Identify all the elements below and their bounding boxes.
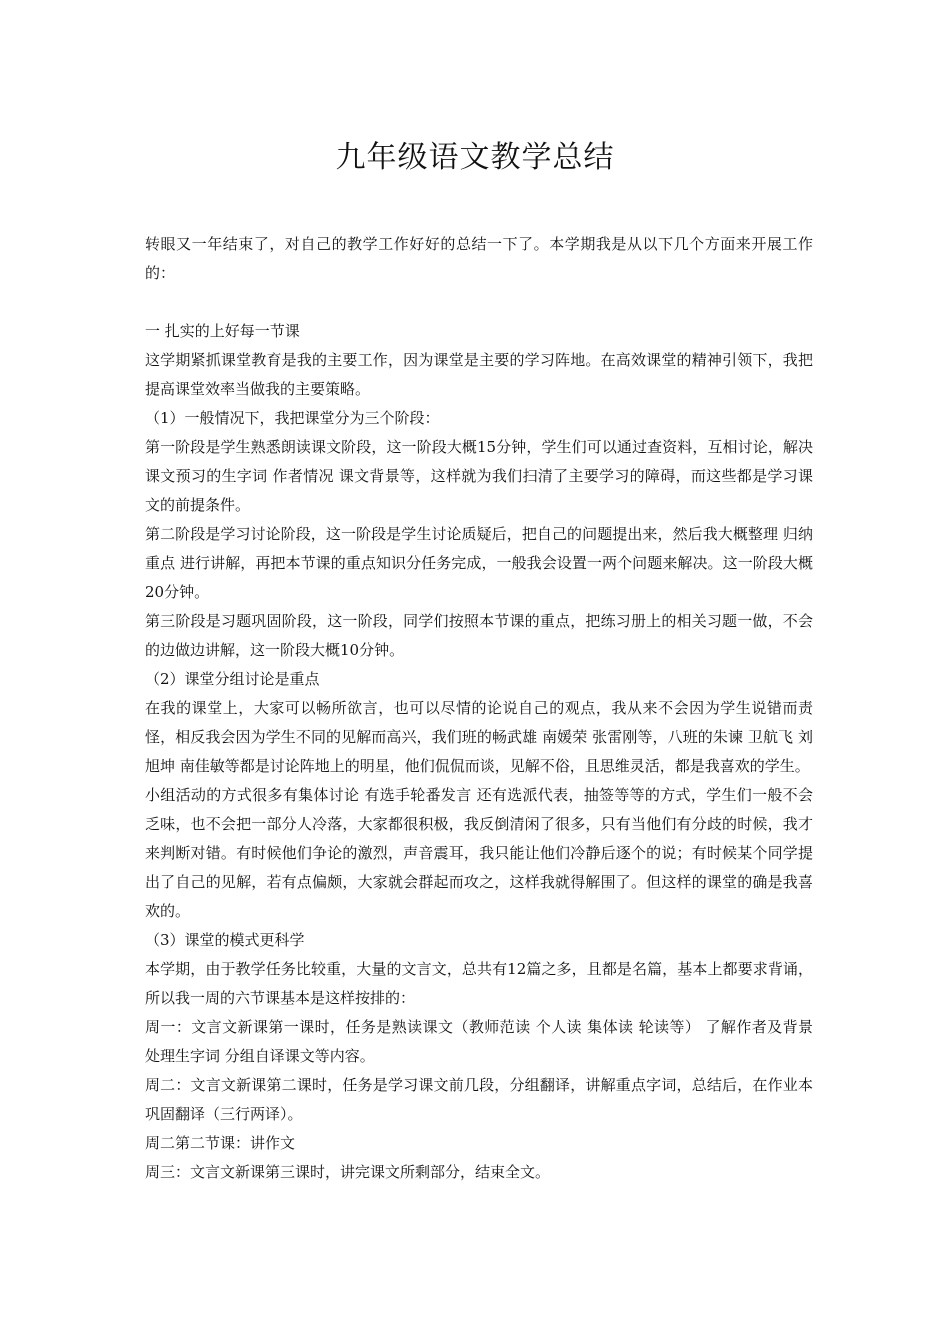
body-paragraph: 第二阶段是学习讨论阶段，这一阶段是学生讨论质疑后，把自己的问题提出来，然后我大概整理 归纳重点 进行讲解，再把本节课的重点知识分任务完成，一般我会设置一两个问题来解决。这一阶段大概20分钟。 [145,525,813,601]
subheading-1: （1）一般情况下，我把课堂分为三个阶段： [145,409,440,427]
body-paragraph: 在我的课堂上，大家可以畅所欲言，也可以尽情的论说自己的观点，我从来不会因为学生说错而责怪，相反我会因为学生不同的见解而高兴，我们班的畅武雄 南媛荣 张雷刚等，八班的朱谏 卫航飞 刘旭坤 南佳敏等都是讨论阵地上的明星，他们侃侃而谈，见解不俗，且思维灵活，都是我喜欢的学生。 [145,699,813,775]
body-paragraph: 第三阶段是习题巩固阶段，这一阶段，同学们按照本节课的重点，把练习册上的相关习题一做，不会的边做边讲解，这一阶段大概10分钟。 [145,612,813,659]
subheading-2: （2）课堂分组讨论是重点 [145,670,320,688]
body-paragraph: 本学期，由于教学任务比较重，大量的文言文，总共有12篇之多，且都是名篇，基本上都要求背诵，所以我一周的六节课基本是这样按排的： [145,960,813,1007]
section-heading-1: 一 扎实的上好每一节课 [145,322,300,340]
body-paragraph: 周三：文言文新课第三课时，讲完课文所剩部分，结束全文。 [145,1163,551,1181]
body-paragraph: 周二：文言文新课第二课时，任务是学习课文前几段，分组翻译，讲解重点字词，总结后，在作业本巩固翻译（三行两译）。 [145,1076,813,1123]
paragraph-gap [145,288,813,317]
body-paragraph: 第一阶段是学生熟悉朗读课文阶段，这一阶段大概15分钟，学生们可以通过查资料，互相讨论，解决课文预习的生字词 作者情况 课文背景等，这样就为我们扫清了主要学习的障碍，而这些都是学习课文的前提条件。 [145,438,813,514]
body-paragraph: 小组活动的方式很多有集体讨论 有选手轮番发言 还有选派代表，抽签等等的方式，学生们一般不会乏味，也不会把一部分人冷落，大家都很积极，我反倒清闲了很多，只有当他们有分歧的时候，我才来判断对错。有时候他们争论的激烈，声音震耳，我只能让他们冷静后逐个的说；有时候某个同学提出了自己的见解，若有点偏颇，大家就会群起而攻之，这样我就得解围了。但这样的课堂的确是我喜欢的。 [145,786,813,920]
body-paragraph: 周二第二节课：讲作文 [145,1134,296,1152]
subheading-3: （3）课堂的模式更科学 [145,931,305,949]
document-body [145,230,813,1187]
body-paragraph: 周一：文言文新课第一课时，任务是熟读课文（教师范读 个人读 集体读 轮读等） 了解作者及背景 处理生字词 分组自译课文等内容。 [145,1018,813,1065]
body-paragraph: 这学期紧抓课堂教育是我的主要工作，因为课堂是主要的学习阵地。在高效课堂的精神引领下，我把提高课堂效率当做我的主要策略。 [145,351,813,398]
document-title: 九年级语文教学总结 [335,140,615,175]
intro-paragraph: 转眼又一年结束了，对自己的教学工作好好的总结一下了。本学期我是从以下几个方面来开展工作的： [145,235,813,282]
